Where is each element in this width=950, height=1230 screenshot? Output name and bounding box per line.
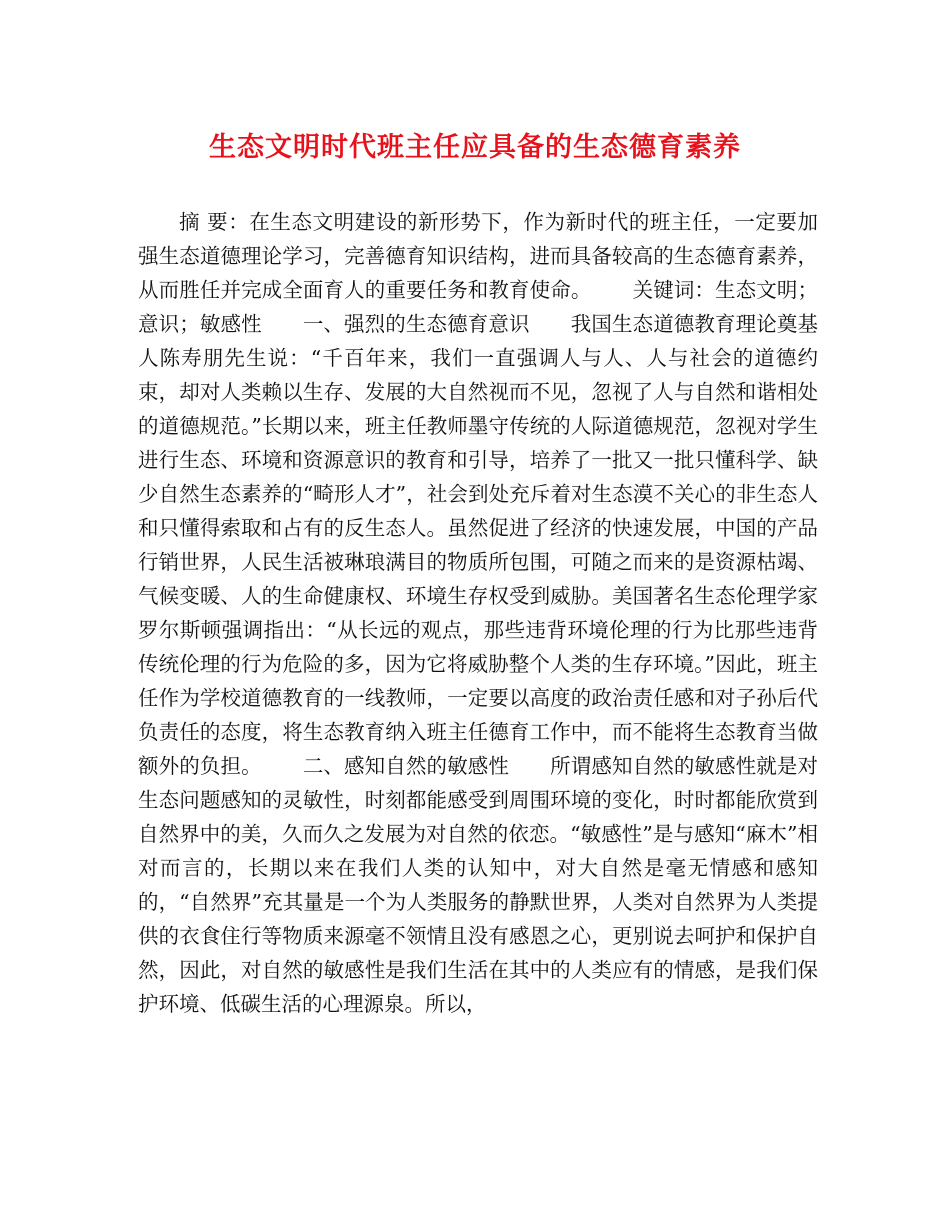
document-body: [138, 205, 818, 1021]
section-1-text: 我国生态道德教育理论奠基人陈寿朋先生说：“千百年来，我们一直强调人与人、人与社会的道德约束，却对人类赖以生存、发展的大自然视而不见，忽视了人与自然和谐相处的道德规范。”长期以来，班主任教师墨守传统的人际道德规范，忽视对学生进行生态、环境和资源意识的教育和引导，培养了一批又一批只懂科学、缺少自然生态素养的“畸形人才”，社会到处充斥着对生态漠不关心的非生态人和只懂得索取和占有的反生态人。虽然促进了经济的快速发展，中国的产品行销世界，人民生活被琳琅满目的物质所包围，可随之而来的是资源枯竭、气候变暖、人的生命健康权、环境生存权受到威胁。美国著名生态伦理学家罗尔斯顿强调指出：“从长远的观点，那些违背环境伦理的行为比那些违背传统伦理的行为危险的多，因为它将威胁整个人类的生存环境。”因此，班主任作为学校道德教育的一线教师，一定要以高度的政治责任感和对子孙后代负责任的态度，将生态教育纳入班主任德育工作中，而不能将生态教育当做额外的负担。: [138, 312, 819, 778]
abstract-text: 摘 要：在生态文明建设的新形势下，作为新时代的班主任，一定要加强生态道德理论学习，完善德育知识结构，进而具备较高的生态德育素养，从而胜任并完成全面育人的重要任务和教育使命。: [138, 210, 818, 302]
section-1-heading: 一、强烈的生态德育意识: [302, 312, 530, 336]
section-2-text: 所谓感知自然的敏感性就是对生态问题感知的灵敏性，时刻都能感受到周围环境的变化，时时都能欣赏到自然界中的美，久而久之发展为对自然的依恋。“敏感性”是与感知“麻木”相对而言的，长期以来在我们人类的认知中，对大自然是毫无情感和感知的，“自然界”充其量是一个为人类服务的静默世界，人类对自然界为人类提供的衣食住行等物质来源毫不领情且没有感恩之心，更别说去呵护和保护自然，因此，对自然的敏感性是我们生活在其中的人类应有的情感，是我们保护环境、低碳生活的心理源泉。所以，: [138, 754, 819, 1016]
document-title: 生态文明时代班主任应具备的生态德育素养: [209, 132, 741, 163]
keywords-text: 关键词：生态文明；意识；敏感性: [138, 278, 819, 336]
section-2-heading: 二、感知自然的敏感性: [302, 754, 509, 778]
